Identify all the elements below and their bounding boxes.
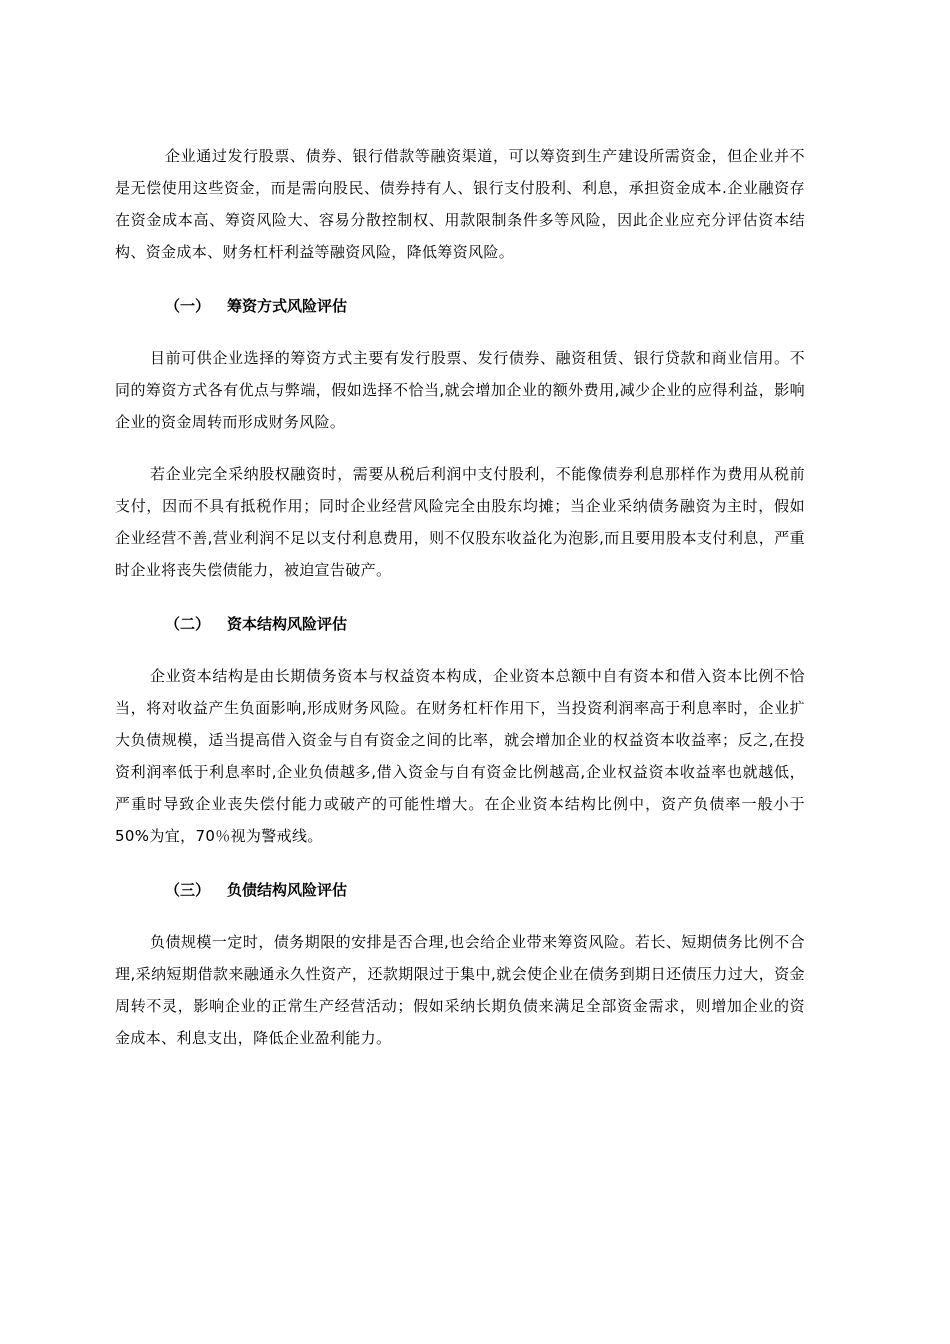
body-paragraph: 负债规模一定时，债务期限的安排是否合理,也会给企业带来筹资风险。若长、短期债务比例不合理,采纳短期借款来融通永久性资产，还款期限过于集中,就会使企业在债务到期日还债压力过大，资金周转不灵，影响企业的正常生产经营活动；假如采纳长期负债来满足全部资金需求，则增加企业的资金成本、利息支出，降低企业盈利能力。 [115,933,805,1047]
section-number: （二） [165,615,211,633]
section-title: 负债结构风险评估 [227,881,348,899]
intro-paragraph: 企业通过发行股票、债券、银行借款等融资渠道，可以筹资到生产建设所需资金，但企业并不是无偿使用这些资金，而是需向股民、债券持有人、银行支付股利、利息，承担资金成本.企业融资存在资金成本高、筹资风险大、容易分散控制权、用款限制条件多等风险，因此企业应充分评估资本结构、资金成本、财务杠杆利益等融资风险，降低筹资风险。 [115,147,805,261]
document-page [115,140,805,1054]
section-number: （一） [165,297,211,315]
body-paragraph: 若企业完全采纳股权融资时，需要从税后利润中支付股利，不能像债券利息那样作为费用从税前支付，因而不具有抵税作用；同时企业经营风险完全由股东均摊；当企业采纳债务融资为主时，假如企业经营不善,营业利润不足以支付利息费用，则不仅股东收益化为泡影,而且要用股本支付利息，严重时企业将丧失偿债能力，被迫宣告破产。 [115,465,805,579]
section-title: 资本结构风险评估 [227,615,348,633]
section-heading-2 [115,608,805,640]
body-paragraph: 企业资本结构是由长期债务资本与权益资本构成，企业资本总额中自有资本和借入资本比例不恰当，将对收益产生负面影响,形成财务风险。在财务杠杆作用下，当投资利润率高于利息率时，企业扩大负债规模，适当提高借入资金与自有资金之间的比率，就会增加企业的权益资本收益率；反之,在投资利润率低于利息率时,企业负债越多,借入资金与自有资金比例越高,企业权益资本收益率也就越低，严重时导致企业丧失偿付能力或破产的可能性增大。在企业资本结构比例中，资产负债率一般小于50%为宜，70％视为警戒线。 [115,667,805,845]
section-heading-3 [115,874,805,906]
section-title: 筹资方式风险评估 [227,297,348,315]
section-number: （三） [165,881,211,899]
body-paragraph: 目前可供企业选择的筹资方式主要有发行股票、发行债券、融资租赁、银行贷款和商业信用。不同的筹资方式各有优点与弊端，假如选择不恰当,就会增加企业的额外费用,减少企业的应得利益，影响企业的资金周转而形成财务风险。 [115,349,805,431]
section-heading-1 [115,290,805,322]
